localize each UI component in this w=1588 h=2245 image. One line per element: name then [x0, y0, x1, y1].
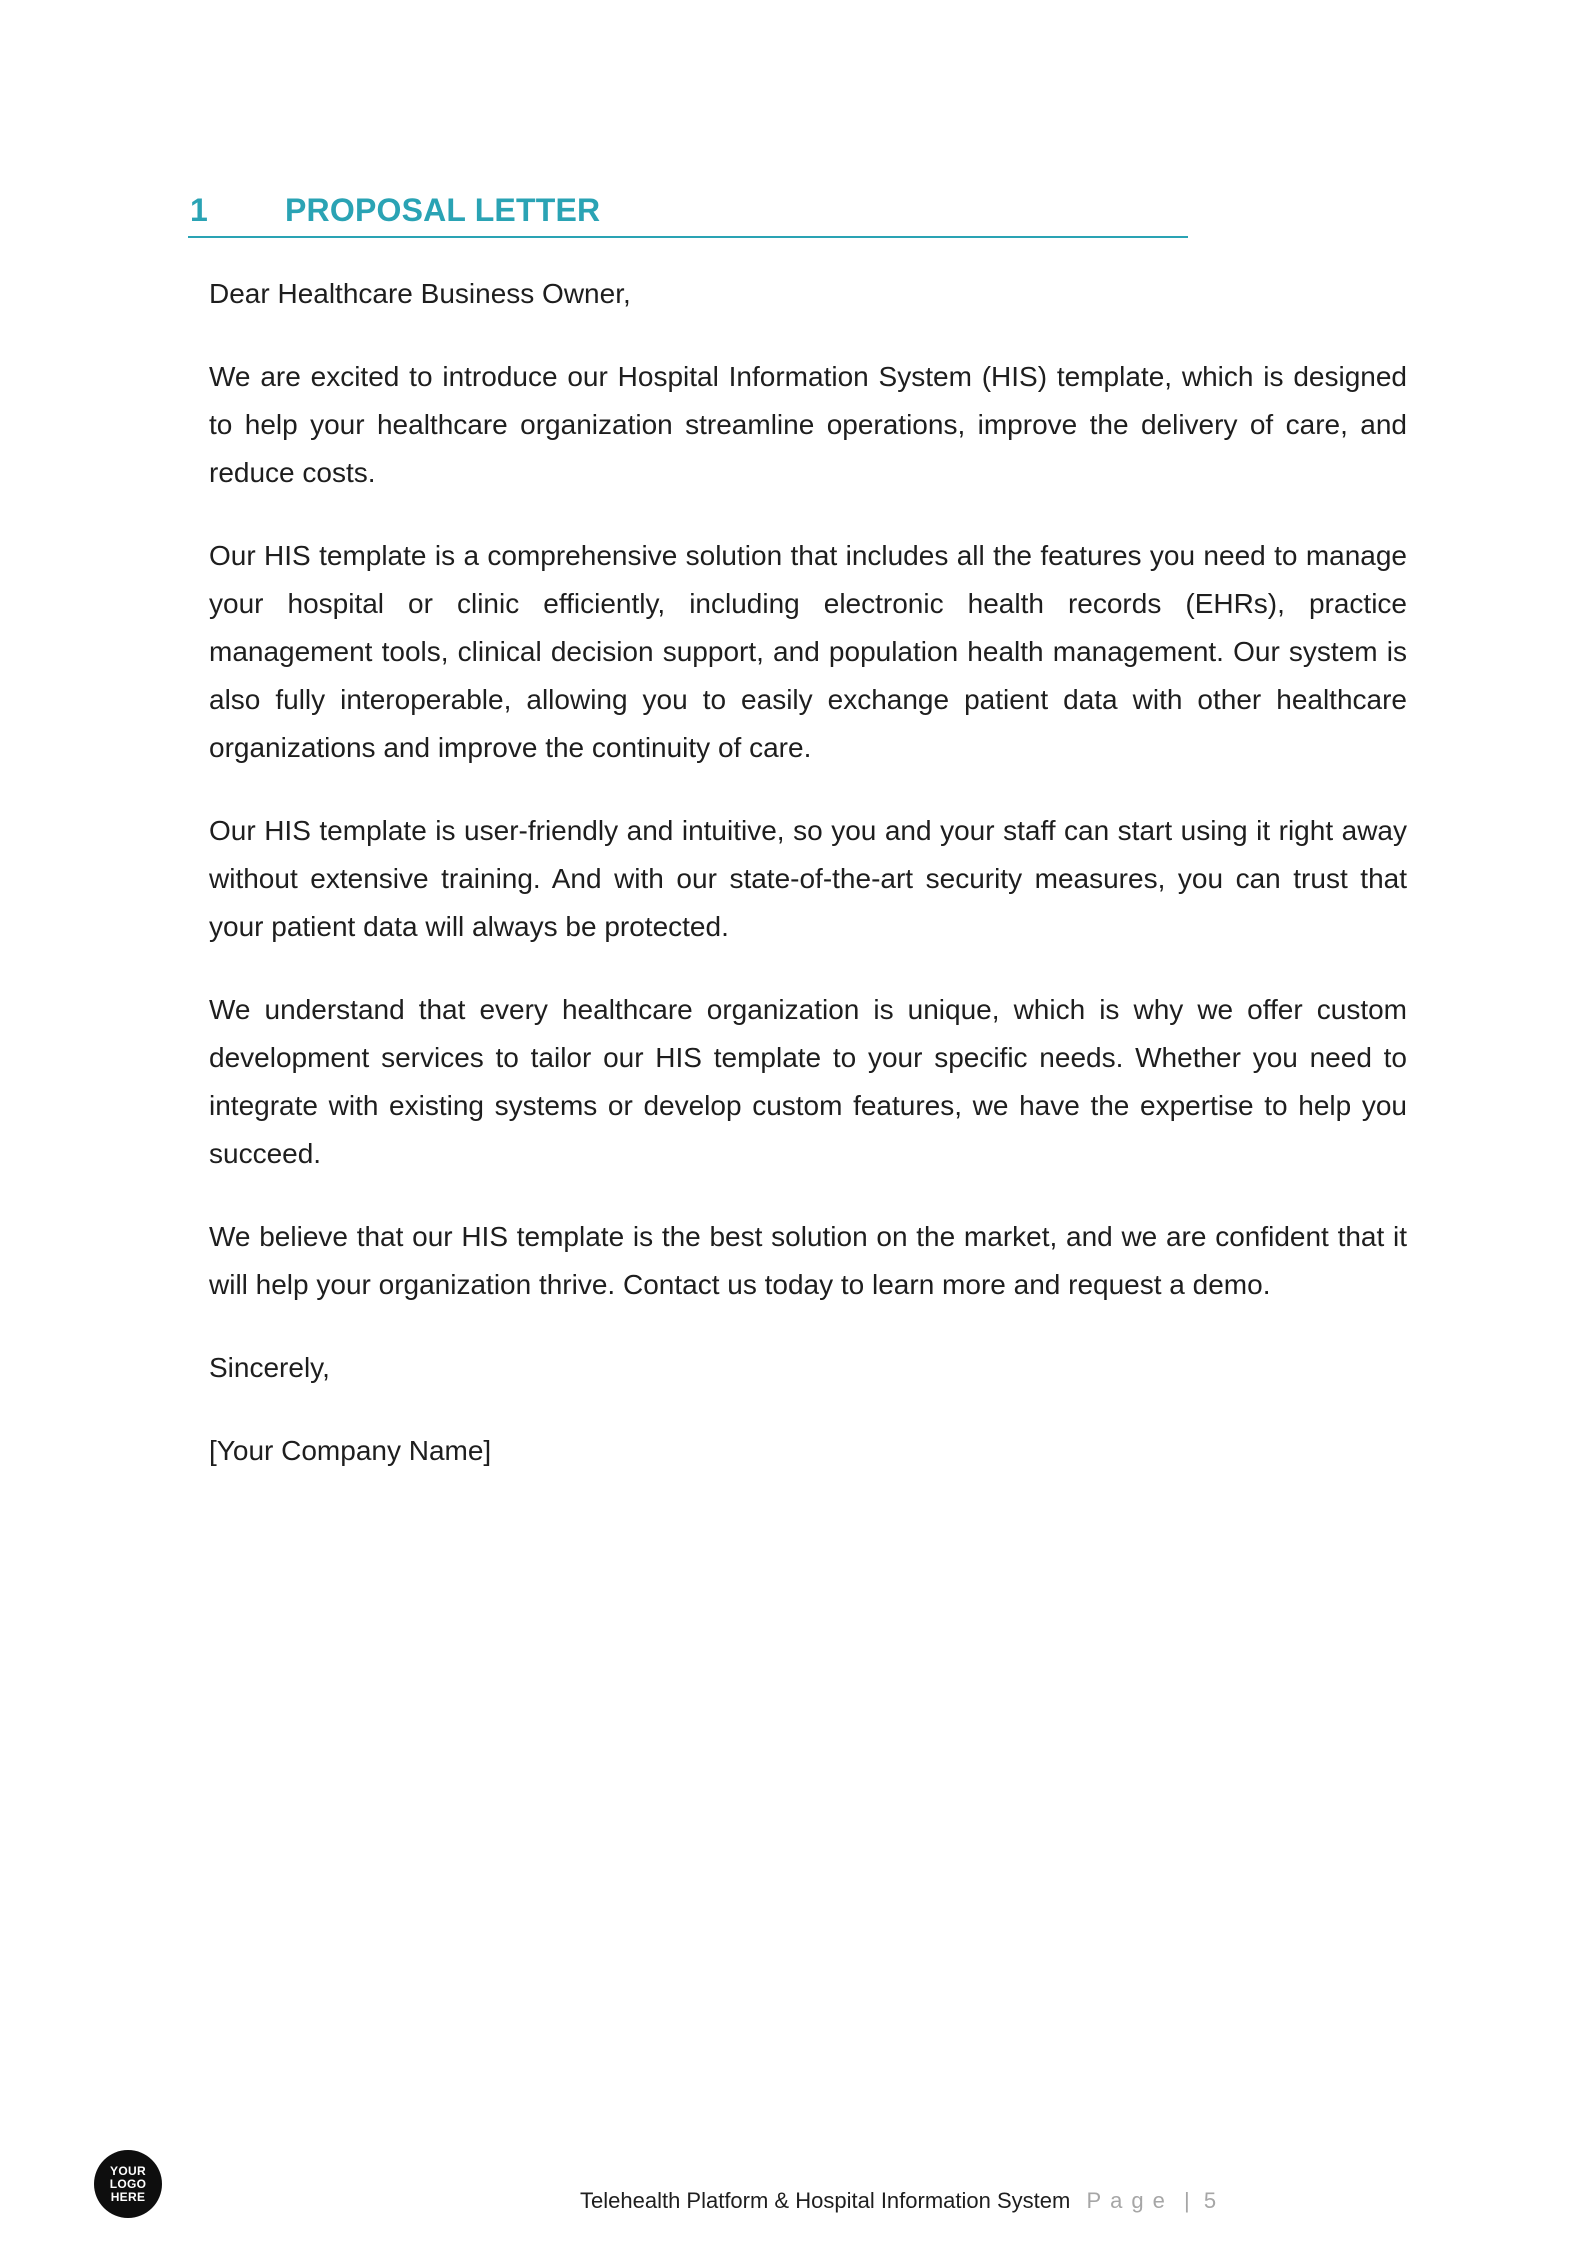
letter-body — [209, 270, 1407, 1510]
footer-document-title: Telehealth Platform & Hospital Information System — [580, 2188, 1071, 2213]
letter-paragraph: Our HIS template is user-friendly and intuitive, so you and your staff can start using it right away without extensive training. And with our state-of-the-art security measures, you can trust that your patient data will always be protected. — [209, 815, 1407, 942]
salutation: Dear Healthcare Business Owner, — [209, 278, 631, 309]
letter-paragraph: We are excited to introduce our Hospital Information System (HIS) template, which is designed to help your healthcare organization streamline operations, improve the delivery of care, and reduce costs. — [209, 361, 1407, 488]
closing: Sincerely, — [209, 1352, 330, 1383]
section-number: 1 — [190, 192, 208, 228]
signature: [Your Company Name] — [209, 1435, 492, 1466]
company-logo — [94, 2150, 162, 2218]
section-title: PROPOSAL LETTER — [285, 192, 601, 228]
logo-text: YOUR LOGO HERE — [109, 2163, 147, 2204]
letter-paragraph: We believe that our HIS template is the best solution on the market, and we are confident that it will help your organization thrive. Contact us today to learn more and request a demo. — [209, 1221, 1407, 1300]
footer-separator: | — [1183, 2188, 1190, 2213]
letter-paragraph: Our HIS template is a comprehensive solution that includes all the features you need to manage your hospital or clinic efficiently, including electronic health records (EHRs), practice management tools, clinical decision support, and population health management. Our system is also fully interoperable, allowing you to easily exchange patient data with other healthcare organizations and improve the continuity of care. — [209, 540, 1407, 763]
letter-paragraph: We understand that every healthcare organization is unique, which is why we offer custom development services to tailor our HIS template to your specific needs. Whether you need to integrate with existing systems or develop custom features, we have the expertise to help you succeed. — [209, 994, 1407, 1169]
footer-page-label: Page — [1086, 2188, 1174, 2213]
page-footer — [580, 2186, 1216, 2216]
footer-page-number: 5 — [1203, 2188, 1217, 2213]
section-heading — [188, 190, 1188, 238]
